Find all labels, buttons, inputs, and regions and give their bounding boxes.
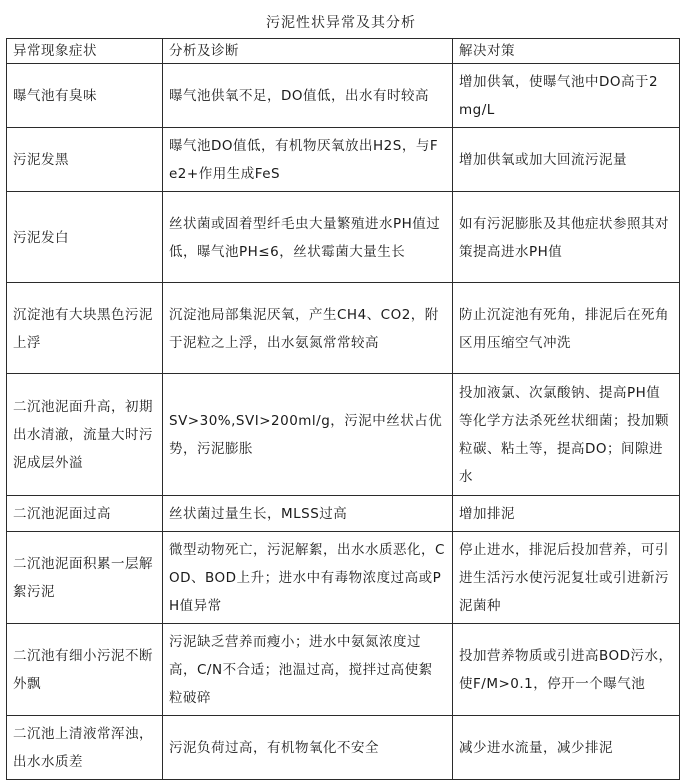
table-row — [7, 64, 680, 128]
diagnosis-cell: 丝状菌过量生长，MLSS过高 — [163, 496, 453, 532]
diagnosis-cell: 曝气池DO值低，有机物厌氧放出H2S，与Fe2+作用生成FeS — [163, 128, 453, 192]
symptom-cell: 污泥发黑 — [7, 128, 163, 192]
symptom-cell: 二沉池上清液常浑浊，出水水质差 — [7, 716, 163, 780]
solution-cell: 如有污泥膨胀及其他症状参照其对策提高进水PH值 — [453, 192, 680, 283]
header-solution: 解决对策 — [453, 39, 680, 64]
document-title: 污泥性状异常及其分析 — [266, 15, 416, 31]
table-row — [7, 192, 680, 283]
symptom-cell: 沉淀池有大块黑色污泥上浮 — [7, 283, 163, 374]
header-symptom: 异常现象症状 — [7, 39, 163, 64]
table-row — [7, 283, 680, 374]
symptom-cell: 二沉池有细小污泥不断外飘 — [7, 624, 163, 716]
table-row — [7, 496, 680, 532]
table-row — [7, 716, 680, 780]
symptom-cell: 二沉池泥面过高 — [7, 496, 163, 532]
diagnosis-cell: 污泥缺乏营养而瘦小；进水中氨氮浓度过高，C/N不合适；池温过高，搅拌过高使絮粒破碎 — [163, 624, 453, 716]
table-row — [7, 624, 680, 716]
sludge-analysis-table — [6, 38, 680, 780]
diagnosis-cell: 丝状菌或固着型纤毛虫大量繁殖进水PH值过低，曝气池PH≤6，丝状霉菌大量生长 — [163, 192, 453, 283]
diagnosis-cell: 微型动物死亡，污泥解絮，出水水质恶化，COD、BOD上升；进水中有毒物浓度过高或PH值异常 — [163, 532, 453, 624]
solution-cell: 防止沉淀池有死角，排泥后在死角区用压缩空气冲洗 — [453, 283, 680, 374]
symptom-cell: 曝气池有臭味 — [7, 64, 163, 128]
solution-cell: 增加供氧，使曝气池中DO高于2 mg/L — [453, 64, 680, 128]
solution-cell: 减少进水流量，减少排泥 — [453, 716, 680, 780]
symptom-cell: 污泥发白 — [7, 192, 163, 283]
table-row — [7, 532, 680, 624]
diagnosis-cell: 污泥负荷过高，有机物氧化不安全 — [163, 716, 453, 780]
solution-cell: 增加供氧或加大回流污泥量 — [453, 128, 680, 192]
table-row — [7, 128, 680, 192]
solution-cell: 投加液氯、次氯酸钠、提高PH值等化学方法杀死丝状细菌；投加颗粒碳、粘土等，提高DO；间隙进水 — [453, 374, 680, 496]
header-diagnosis: 分析及诊断 — [163, 39, 453, 64]
table-header-row — [7, 39, 680, 64]
solution-cell: 投加营养物质或引进高BOD污水，使F/M>0.1，停开一个曝气池 — [453, 624, 680, 716]
diagnosis-cell: SV>30%,SVI>200ml/g，污泥中丝状占优势，污泥膨胀 — [163, 374, 453, 496]
symptom-cell: 二沉池泥面积累一层解絮污泥 — [7, 532, 163, 624]
diagnosis-cell: 曝气池供氧不足，DO值低，出水有时较高 — [163, 64, 453, 128]
solution-cell: 增加排泥 — [453, 496, 680, 532]
solution-cell: 停止进水，排泥后投加营养，可引进生活污水使污泥复壮或引进新污泥菌种 — [453, 532, 680, 624]
table-row — [7, 374, 680, 496]
symptom-cell: 二沉池泥面升高，初期出水清澈，流量大时污泥成层外溢 — [7, 374, 163, 496]
diagnosis-cell: 沉淀池局部集泥厌氧，产生CH4、CO2，附于泥粒之上浮，出水氨氮常常较高 — [163, 283, 453, 374]
